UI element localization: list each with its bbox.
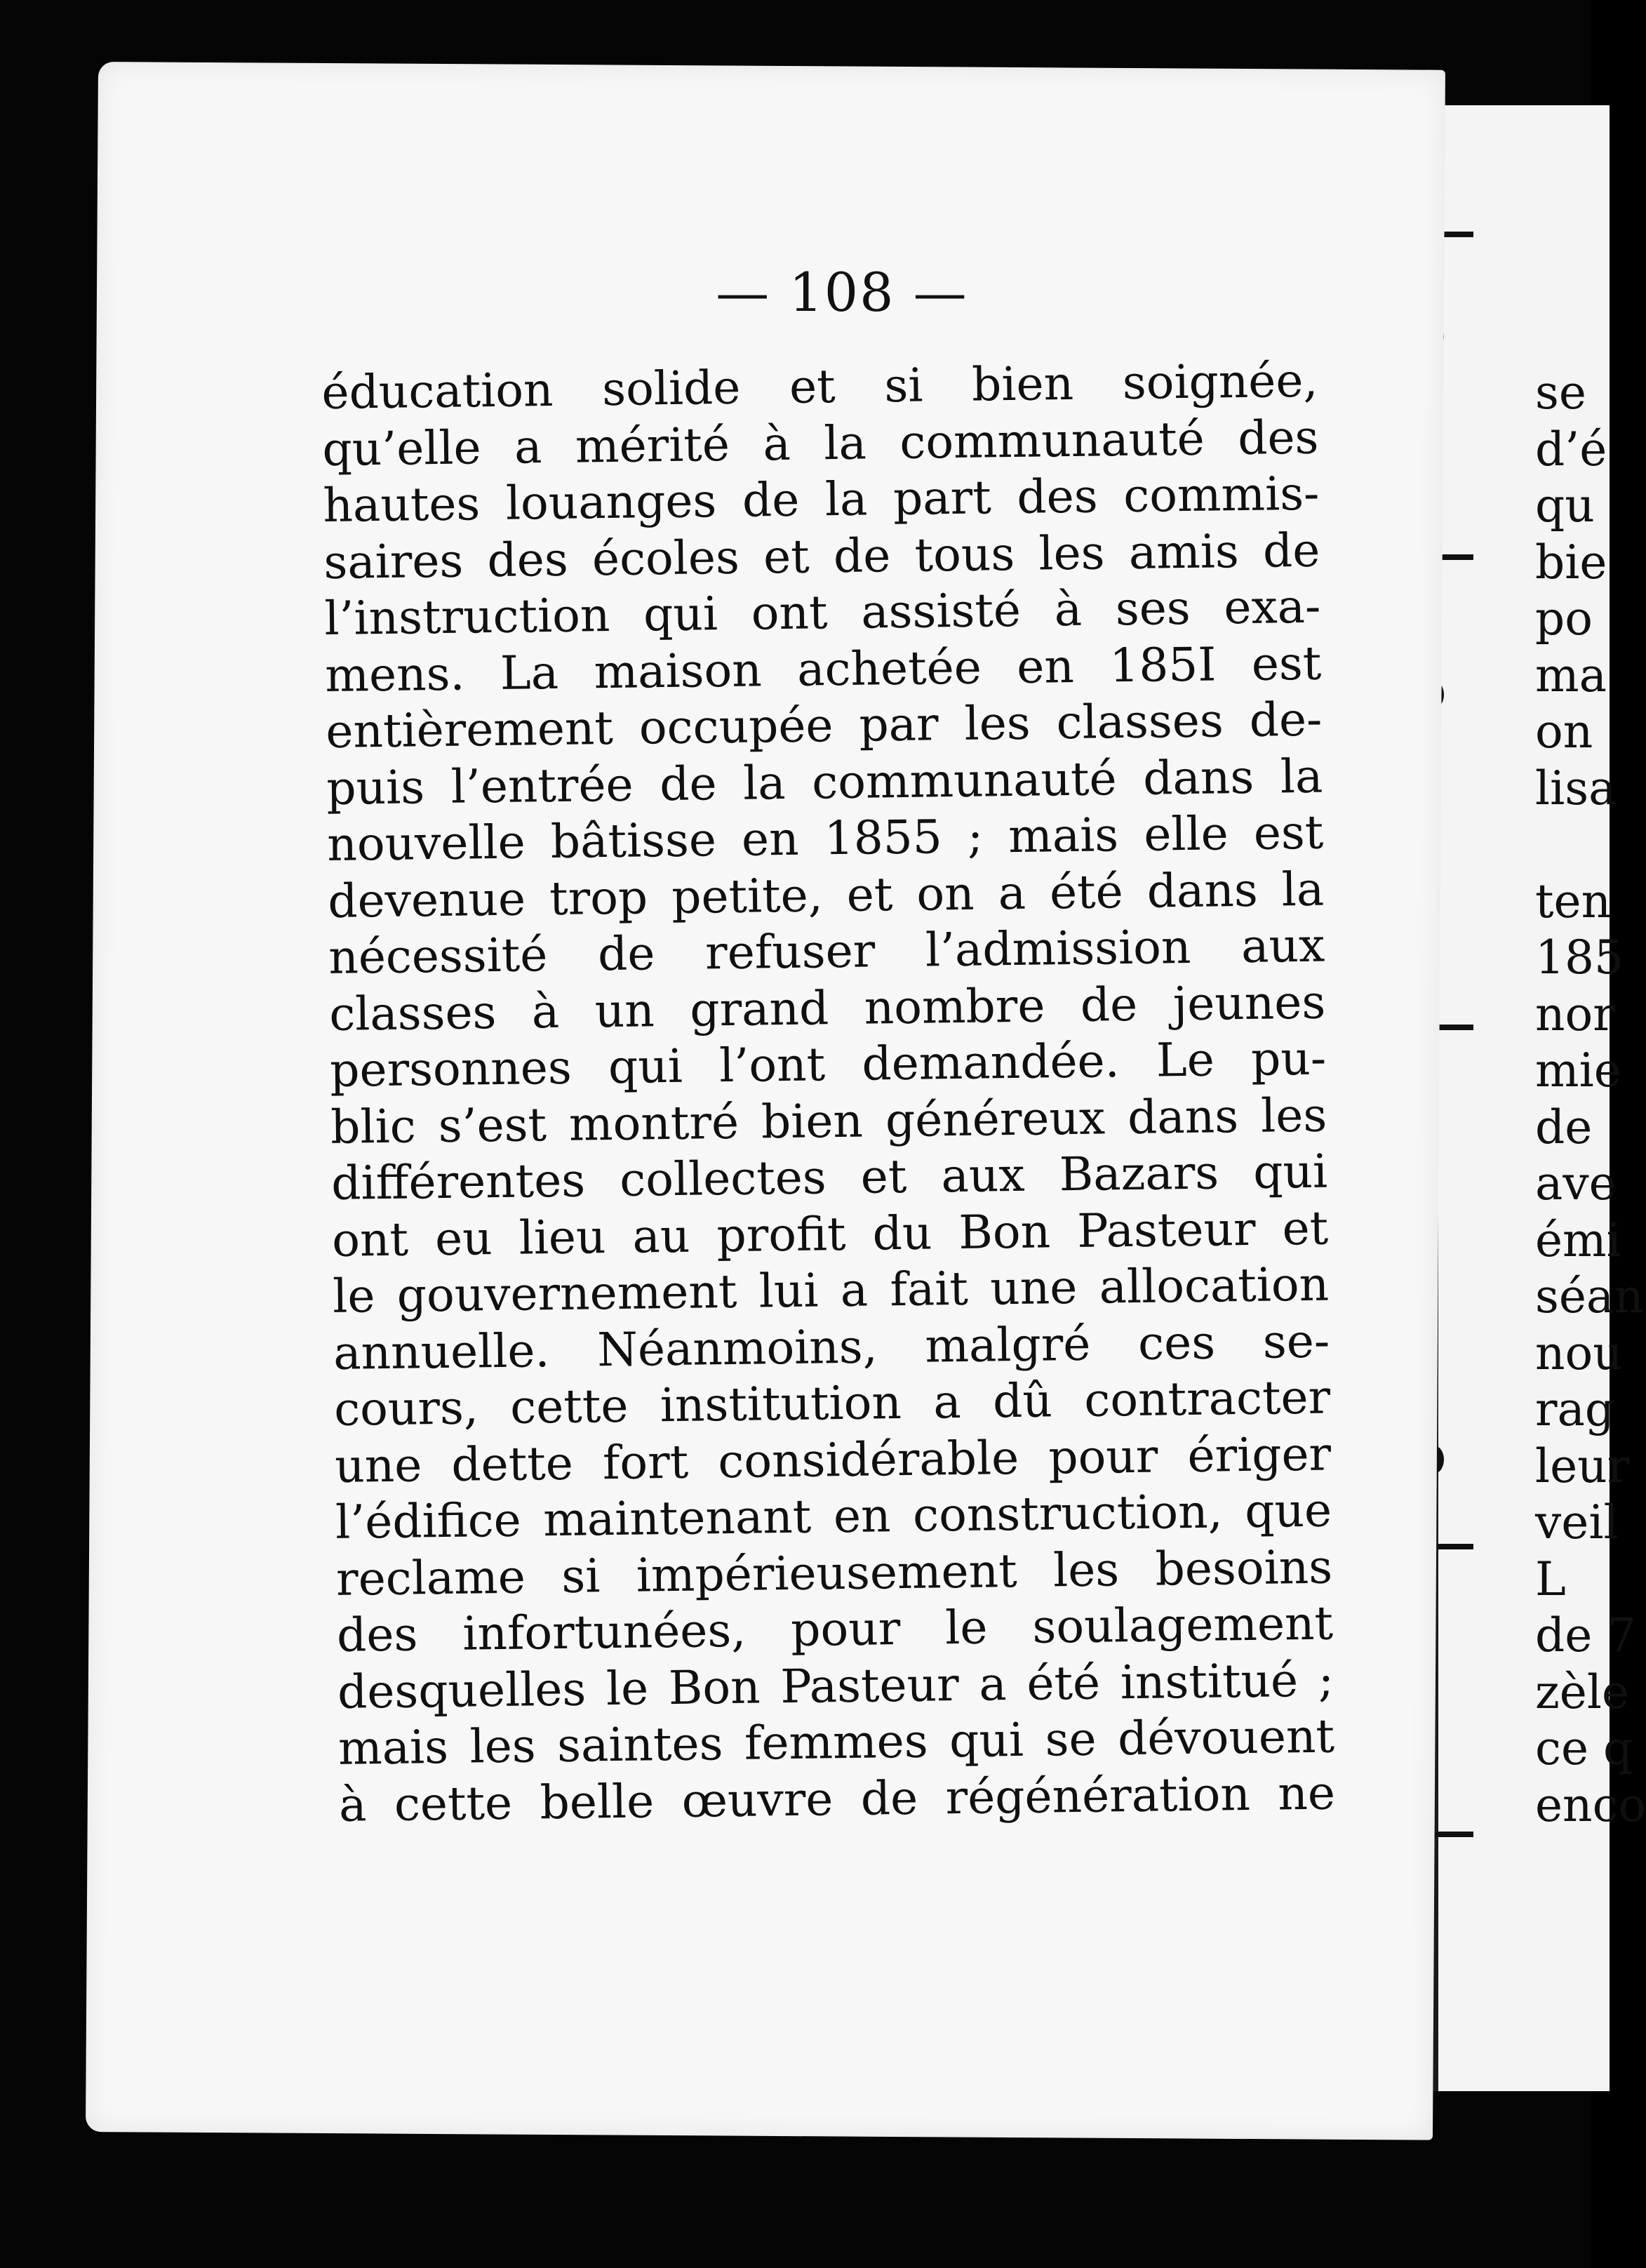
text-line: classes à un grand nombre de jeunes xyxy=(328,975,1326,1041)
fragment-line: rag xyxy=(1535,1382,1615,1436)
text-line: le gouvernement lui a fait une allocation xyxy=(332,1257,1330,1323)
text-line: à cette belle œuvre de régénération ne xyxy=(338,1766,1336,1832)
text-line: mais les saintes femmes qui se dévouent xyxy=(337,1709,1335,1775)
fragment-line: bie xyxy=(1535,535,1607,589)
text-line: différentes collectes et aux Bazars qui xyxy=(330,1144,1328,1210)
fragment-line: d’é xyxy=(1535,422,1607,476)
fragment-line: de 7 xyxy=(1535,1608,1637,1662)
text-line: hautes louanges de la part des commis- xyxy=(322,466,1320,533)
fragment-line: L xyxy=(1535,1552,1566,1606)
text-line: saires des écoles et de tous les amis de xyxy=(323,523,1320,589)
fragment-line: lisa xyxy=(1535,761,1617,815)
text-line: annuelle. Néanmoins, malgré ces se- xyxy=(333,1314,1330,1380)
text-line: mens. La maison achetée en 185I est xyxy=(324,636,1322,702)
text-line: qu’elle a mérité à la communauté des xyxy=(321,410,1319,476)
fragment-line: ma xyxy=(1535,648,1607,702)
adjacent-page-text xyxy=(1535,365,1646,1834)
text-line: reclame si impérieusement les besoins xyxy=(335,1540,1333,1606)
text-line: une dette fort considérable pour ériger xyxy=(334,1427,1332,1493)
text-line: devenue trop petite, et on a été dans la xyxy=(327,862,1325,928)
fragment-line: leur xyxy=(1535,1439,1630,1493)
text-line: entièrement occupée par les classes de- xyxy=(325,692,1323,759)
fragment-line: zèle xyxy=(1535,1665,1629,1719)
fragment-line: po xyxy=(1535,592,1593,646)
fragment-line: 185 xyxy=(1535,930,1624,985)
page-body-text xyxy=(321,353,1335,1834)
text-line: éducation solide et si bien soignée, xyxy=(321,353,1318,420)
text-line: personnes qui l’ont demandée. Le pu- xyxy=(329,1031,1327,1098)
fragment-line: se xyxy=(1535,366,1586,420)
text-line: ont eu lieu au profit du Bon Pasteur et xyxy=(331,1201,1329,1267)
text-line: desquelles le Bon Pasteur a été institué ; xyxy=(337,1653,1334,1719)
fragment-line: nou xyxy=(1535,1326,1623,1380)
fragment-line: mie xyxy=(1535,1043,1621,1098)
fragment-line: on xyxy=(1535,705,1593,759)
fragment-line: qu xyxy=(1535,479,1595,533)
text-line: l’édifice maintenant en construction, que xyxy=(335,1483,1332,1549)
text-line: cours, cette institution a dû contracter xyxy=(333,1370,1331,1436)
fragment-line: ce q xyxy=(1535,1721,1633,1775)
fragment-line xyxy=(1535,817,1591,874)
text-line: blic s’est montré bien généreux dans les xyxy=(330,1088,1327,1154)
text-line: des infortunées, pour le soulagement xyxy=(336,1596,1334,1662)
fragment-line: émi xyxy=(1535,1213,1621,1267)
page-number: — 108 — xyxy=(716,261,968,323)
fragment-line: séan xyxy=(1535,1269,1644,1323)
fragment-line: ave xyxy=(1535,1156,1617,1210)
text-line: puis l’entrée de la communauté dans la xyxy=(326,749,1323,815)
fragment-line: veil xyxy=(1535,1495,1619,1549)
fragment-line: de xyxy=(1535,1100,1593,1154)
text-line: l’instruction qui ont assisté à ses exa- xyxy=(323,579,1321,646)
text-line: nouvelle bâtisse en 1855 ; mais elle est xyxy=(326,805,1324,872)
text-line: nécessité de refuser l’admission aux xyxy=(328,918,1325,985)
fragment-line: ten xyxy=(1535,874,1612,928)
fragment-line: enco xyxy=(1535,1777,1646,1832)
fragment-line: nor xyxy=(1535,987,1615,1041)
